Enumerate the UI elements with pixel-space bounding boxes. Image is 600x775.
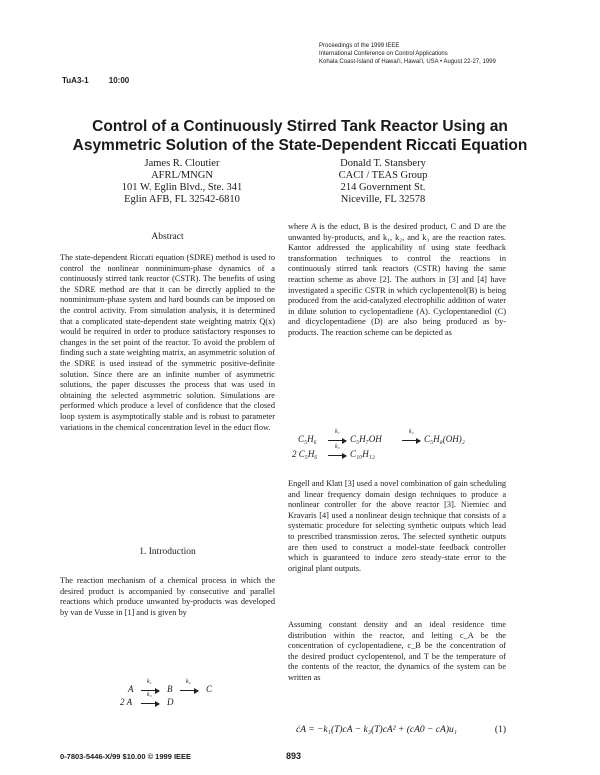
session-code: TuA3-1: [62, 76, 89, 85]
equation-number: (1): [494, 725, 506, 735]
rate-k3: k₃: [335, 444, 340, 450]
copyright-line: 0-7803-5446-X/99 $10.00 © 1999 IEEE: [60, 752, 192, 761]
author-block: [92, 158, 272, 206]
species-b: C₅H₇OH: [350, 434, 382, 444]
abstract-body: [60, 253, 275, 433]
species-d: C₁₀H₁₂: [350, 449, 376, 459]
rate-k2: k₂: [409, 429, 414, 435]
abstract-text: The state-dependent Riccati equation (SDRE) method is used to control the nonlinear nonminimum-phase dynamics of a continuously stirred tank reactor (CSTR). The benefits of using the SDRE method are that it can be directly applied to the nonminimum-phase system and hard bounds can be imposed on the control activity. From simulation analysis, it is determined that a complicated state-dependent state weighting matrix Q(x) would be required in order to produce satisfactory responses to changes in the set point of the reactor. To avoid the problem of finding such a state weighting matrix, an asymmetric solution of the SDRE is used instead of the symmetric positive-definite solution. Since there are an infinite number of asymmetric solutions, the paper discusses the process that was used in obtaining the selected asymmetric solution. Simulations are performed which produce a level of confidence that the closed loop system is asymptotically stable and is robust to parameter variations in the chemical concentration level in the educt flow.: [60, 253, 275, 432]
conference-info: [319, 42, 496, 66]
author-name: James R. Cloutier: [144, 158, 220, 169]
equation-text: ċA = −k₁(T)cA − k₃(T)cA² + (cA0 − cA)u₁: [296, 725, 458, 735]
arrow-k3: [141, 703, 159, 704]
session-time: 10:00: [108, 76, 130, 85]
author-name: Donald T. Stansbery: [340, 158, 426, 169]
conference-line: Proceedings of the 1999 IEEE: [319, 43, 400, 49]
introduction-text: The reaction mechanism of a chemical process in which the desired product is accompanied by consecutive and parallel reactions which produce unwanted by-products was developed by van de Vusse in [1] and is given by: [60, 576, 275, 617]
paper-title: [60, 117, 540, 155]
species-a: C₅H₆: [298, 434, 317, 444]
right-column-text: [288, 620, 506, 684]
author-affiliation: CACI / TEAS Group: [338, 170, 428, 181]
species-c: C₅H₈(OH)₂: [424, 434, 465, 444]
species-c: C: [206, 684, 213, 694]
rate-k2: k₂: [186, 679, 191, 685]
arrow-k3: [328, 455, 346, 456]
arrow-k2: [402, 440, 420, 441]
author-affiliation: AFRL/MNGN: [151, 170, 213, 181]
title-line: Asymmetric Solution of the State-Dependent Riccati Equation: [72, 137, 528, 154]
author-address: 214 Government St.: [340, 182, 426, 193]
rate-k3: k₃: [147, 692, 152, 698]
species-d: D: [167, 697, 174, 707]
session-label: [62, 76, 129, 85]
abstract-heading: Abstract: [151, 232, 184, 242]
arrow-k2: [180, 690, 198, 691]
paragraph: Engell and Klatt [3] used a novel combination of gain scheduling and linear frequency domain design techniques to produce a nonlinear controller for the above reactor [3]. Niemiec and Kravaris [4] used a nonlinear design technique that consists of a systematic procedure for selecting synthetic outputs which lead to prescribed transmission zeros. The selected synthetic outputs are then used to construct a model-state feedback controller which is guaranteed to induce zero steady-state error to the original plant outputs.: [288, 479, 506, 573]
introduction-heading: 1. Introduction: [139, 547, 196, 557]
equation-1: [296, 725, 506, 735]
rate-k1: k₁: [147, 679, 152, 685]
species-b: B: [167, 684, 173, 694]
paragraph: Assuming constant density and an ideal residence time distribution within the reactor, and letting c_A be the concentration of cyclopentadiene, c_B be the concentration of the desired product cyclopentenol, and T be the temperature of the contents of the reactor, the dynamics of the system can be written as: [288, 620, 506, 682]
arrow-k1: [328, 440, 346, 441]
page-number: 893: [286, 751, 302, 761]
right-column-text: [288, 222, 506, 339]
title-line: Control of a Continuously Stirred Tank Reactor Using an: [92, 118, 508, 135]
introduction-body: [60, 576, 275, 618]
conference-line: Kohala Coast-Island of Hawai'i, Hawai'i, USA • August 22-27, 1999: [319, 59, 496, 65]
author-address: Niceville, FL 32578: [340, 194, 426, 205]
conference-line: International Conference on Control Applications: [319, 51, 448, 57]
author-address: Eglin AFB, FL 32542-6810: [124, 194, 240, 205]
author-block: [293, 158, 473, 206]
rate-k1: k₁: [335, 429, 340, 435]
paragraph: where A is the educt, B is the desired product, C and D are the unwanted by-products, and k₁, k₂, and k₃ are the reaction rates. Kantor addressed the applicability of using state feedback transformation techniques to control the reactions in continuously stirred tank reactors (CSTR) having the same reaction scheme as above [2]. The authors in [3] and [4] have investigated a specific CSTR in which cyclopentenol(B) is being produced from the acid-catalyzed electrophilic addition of water in dilute solution to cyclopentadiene (A). Cyclopentanediol (C) and dicyclopentadiene (D) are also being produced as by-products. The reaction scheme can be depicted as: [288, 222, 506, 337]
author-address: 101 W. Eglin Blvd., Ste. 341: [121, 182, 243, 193]
species-2a: 2 C₅H₆: [292, 449, 318, 459]
right-column-text: [288, 479, 506, 574]
species-2a: 2 A: [120, 697, 133, 707]
species-a: A: [128, 684, 134, 694]
arrow-k1: [141, 690, 159, 691]
